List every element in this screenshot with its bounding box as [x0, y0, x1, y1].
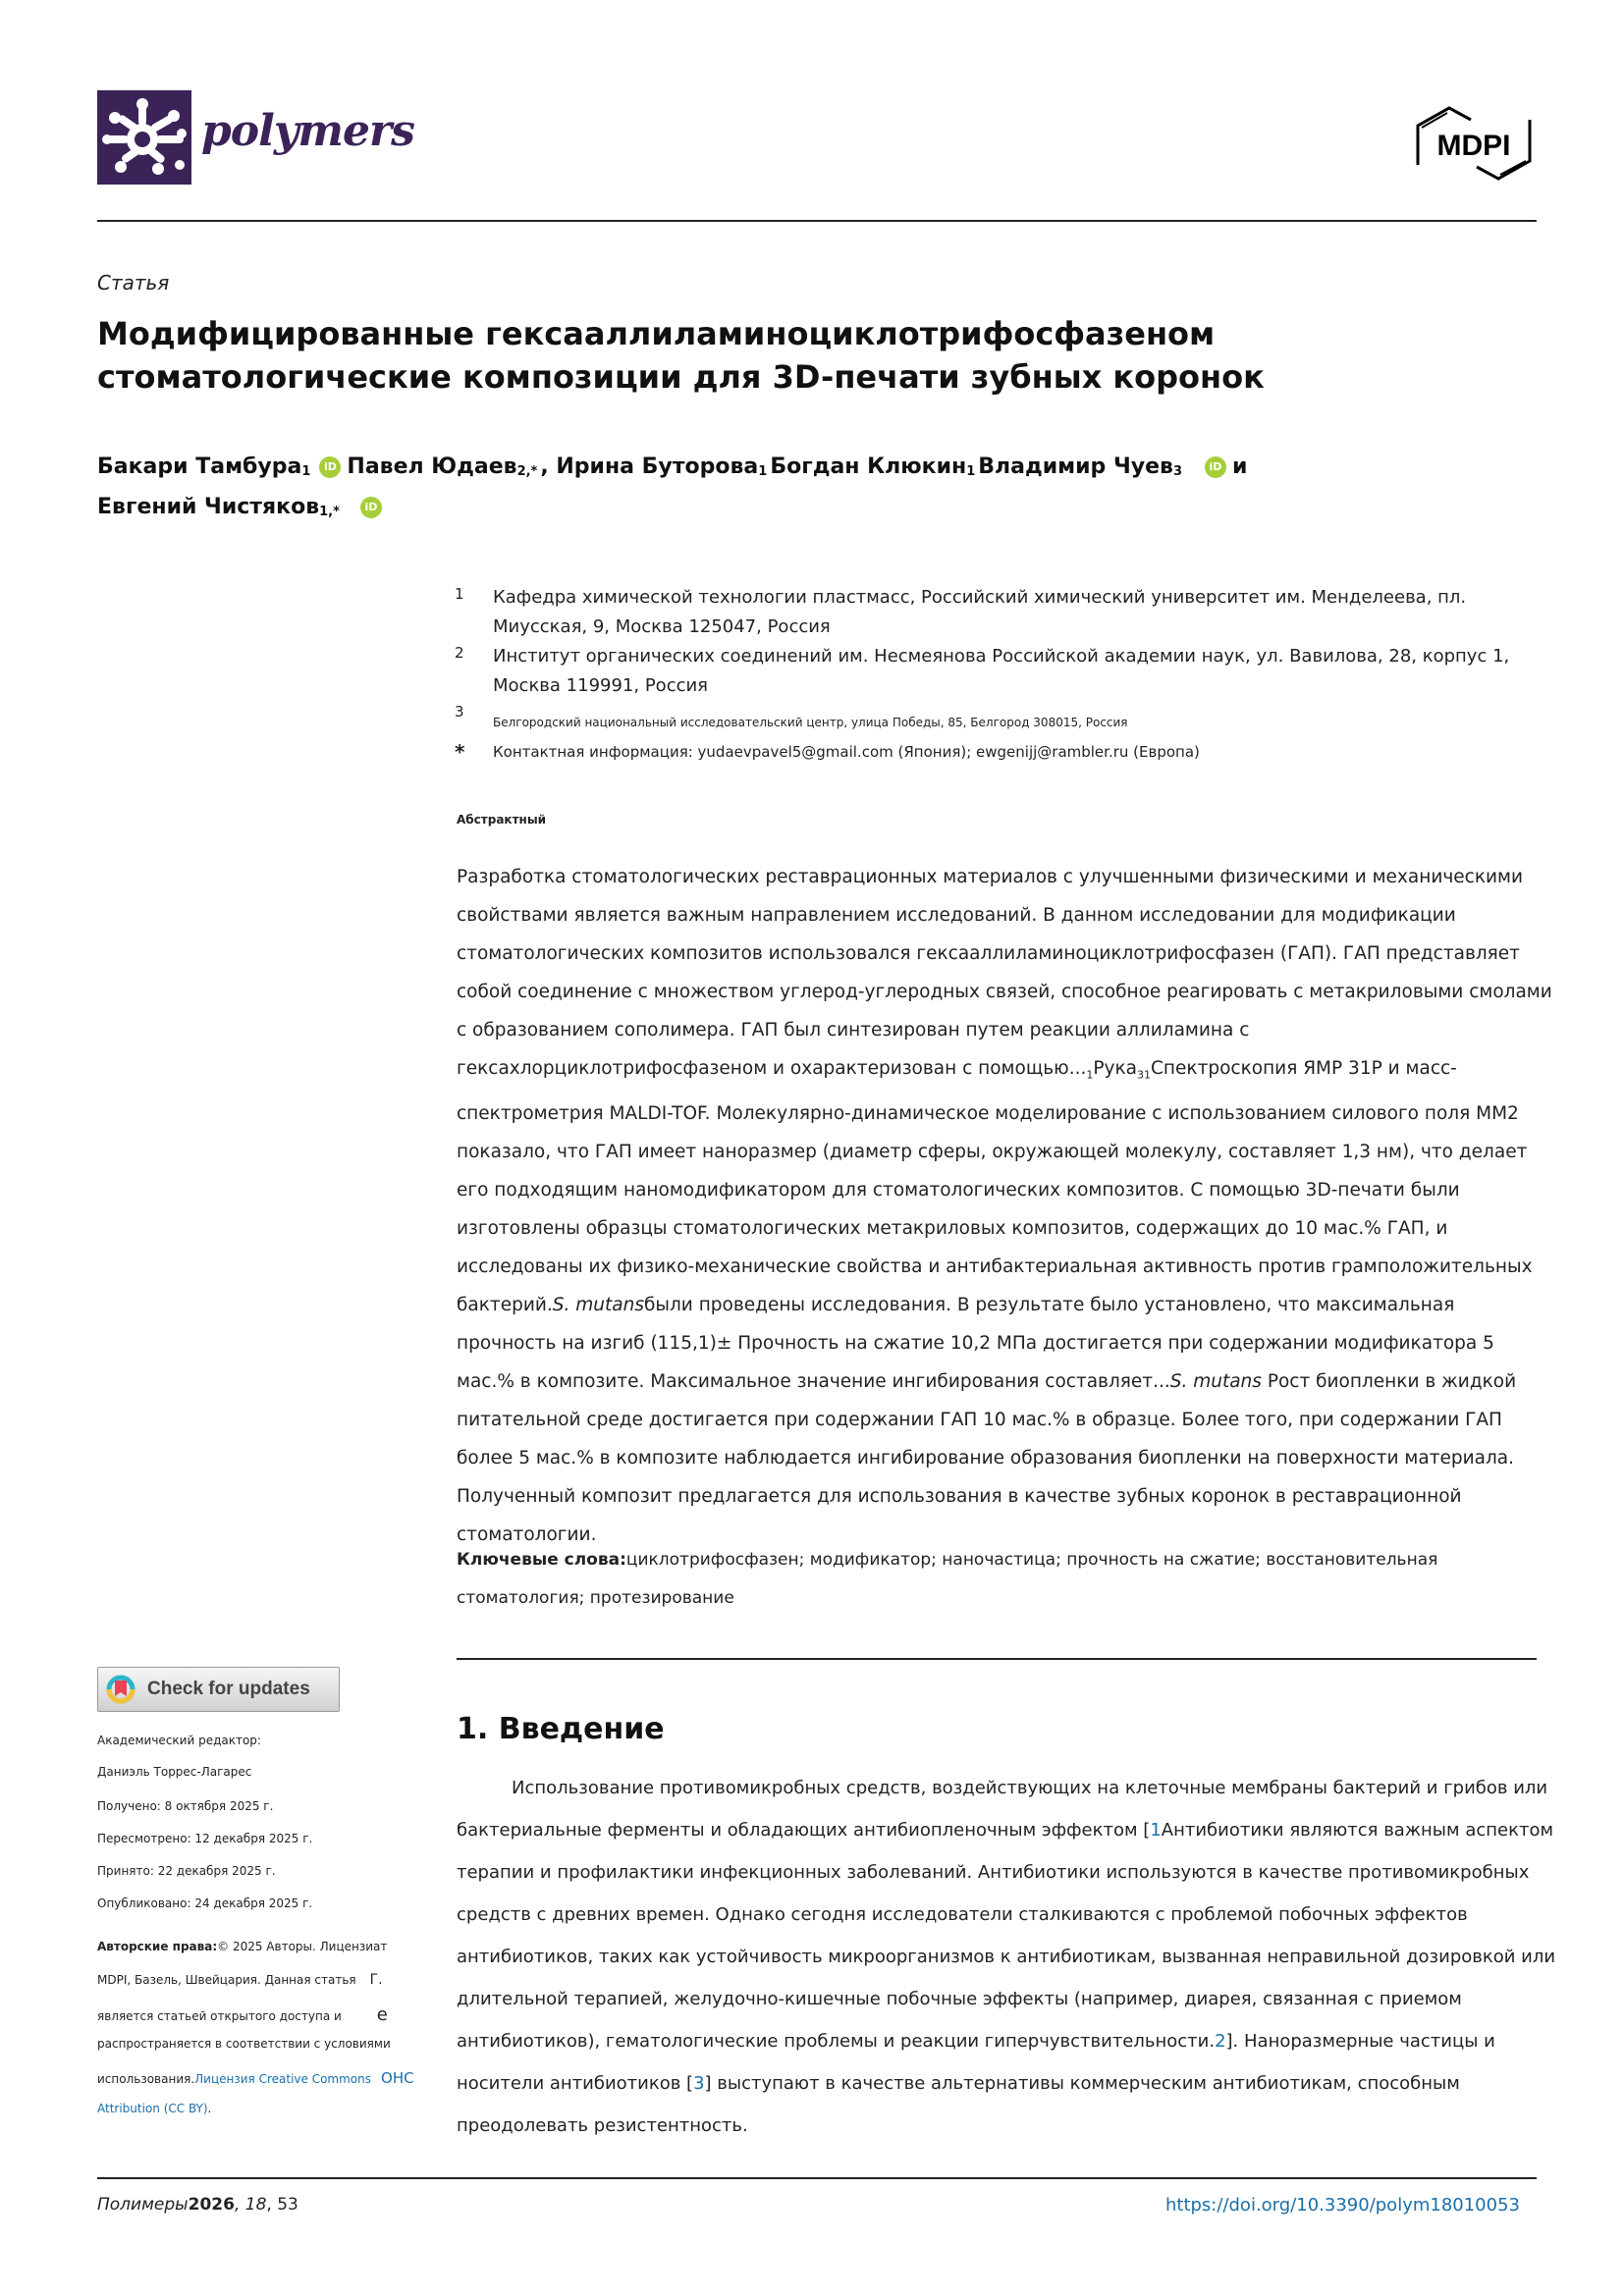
keywords-label: Ключевые слова: [457, 1550, 626, 1570]
footer-journal: Полимеры [97, 2195, 189, 2215]
citation-link[interactable]: 3 [693, 2073, 705, 2094]
citation-link[interactable]: 2 [1215, 2031, 1226, 2052]
affiliation-number: 1 [455, 585, 464, 603]
author-name[interactable]: Богдан Клюкин [770, 454, 967, 479]
mdpi-logo [1410, 104, 1538, 183]
author-affil-sup: 1,* [319, 505, 340, 519]
copyright-stray-glyph: е [376, 2004, 388, 2025]
copyright-line [97, 1940, 421, 1953]
copyright-text: . [207, 2102, 212, 2115]
header-divider [97, 220, 1537, 222]
check-for-updates-label: Check for updates [147, 1679, 310, 1699]
affiliations [452, 583, 1561, 767]
affiliation-item [452, 583, 1561, 642]
author-name[interactable]: Владимир Чуев [978, 454, 1173, 479]
intro-segment: Использование противомикробных средств, воздействующих на клеточные мембраны бактерий и грибов или бактериальные ферменты и обладающих антибиопленочным эффектом [ [457, 1778, 1548, 1841]
abstract-subscript: 31 [1137, 1068, 1151, 1082]
license-link[interactable]: Attribution (CC BY) [97, 2102, 208, 2115]
orcid-icon[interactable]: iD [360, 497, 382, 518]
affiliation-text: Белгородский национальный исследовательский центр, улица Победы, 85, Белгород 308015, Россия [493, 716, 1128, 729]
intro-segment: ]. Наноразмерные частицы и носители антибиотиков [ [457, 2031, 1495, 2094]
affiliation-item [452, 737, 1561, 767]
introduction-paragraph [457, 1767, 1561, 2147]
orcid-icon[interactable]: iD [1205, 456, 1226, 478]
abstract-segment: Рост биопленки в жидкой питательной среде достигается при содержании ГАП 10 мас.% в образце. Более того, при содержании ГАП более 5 мас.% в композите наблюдается ингибирование образования биопленки на поверхности материала. Полученный композит предлагается для использования в качестве зубных коронок в реставрационной стоматологии. [457, 1370, 1517, 1545]
copyright-line: распространяется в соответствии с условиями [97, 2037, 391, 2051]
crossmark-icon [106, 1675, 135, 1704]
orcid-icon[interactable]: iD [319, 456, 341, 478]
check-for-updates-button[interactable] [97, 1667, 340, 1712]
abstract-label: Абстрактный [457, 813, 547, 827]
copyright-text: является статьей открытого доступа и [97, 2009, 342, 2023]
affiliation-number: 2 [455, 644, 464, 662]
species-name: S. mutans [552, 1294, 644, 1315]
article-title [97, 312, 1374, 399]
affiliation-text: Кафедра химической технологии пластмасс, Российский химический университет им. Менделеева, пл. Миусская, 9, Москва 125047, Россия [493, 587, 1467, 637]
copyright-text: MDPI, Базель, Швейцария. Данная статья [97, 1973, 356, 1987]
published-date: Опубликовано: 24 декабря 2025 г. [97, 1896, 313, 1910]
citation-link[interactable]: 1 [1150, 1820, 1162, 1841]
footer-volume: 18 [244, 2195, 267, 2215]
license-stray-glyph: OHC [381, 2069, 414, 2087]
editor-label: Академический редактор: [97, 1734, 261, 1747]
license-link[interactable]: Лицензия Creative Commons [194, 2072, 372, 2086]
correspondence-text[interactable]: Контактная информация: yudaevpavel5@gmail.com (Япония); ewgenijj@rambler.ru (Европа) [493, 743, 1200, 761]
abstract-text [457, 858, 1556, 1554]
received-date: Получено: 8 октября 2025 г. [97, 1799, 274, 1813]
mdpi-logo-text: MDPI [1436, 130, 1511, 162]
author-name[interactable]: Евгений Чистяков [97, 495, 320, 519]
intro-segment: Антибиотики являются важным аспектом терапии и профилактики инфекционных заболеваний. Антибиотики используются в качестве противомикробных средств с древних времен. Однако сегодня исследователи сталкиваются с проблемой побочных эффектов антибиотиков, таких как устойчивость микроорганизмов к антибиотикам, вызванная неправильной дозировкой или длительной терапией, желудочно-кишечные побочные эффекты (например, диарея, связанная с приемом антибиотиков), гематологические проблемы и реакции гиперчувствительности. [457, 1820, 1556, 2052]
author-affil-sup: 1 [966, 464, 976, 479]
copyright-stray-glyph: Г. [369, 1972, 383, 1988]
affiliation-number: 3 [455, 703, 464, 721]
affiliation-number: * [455, 740, 465, 764]
copyright-line [97, 1972, 431, 1988]
copyright-text: © 2025 Авторы. Лицензиат [217, 1940, 388, 1953]
copyright-line [97, 2004, 431, 2025]
accepted-date: Принято: 22 декабря 2025 г. [97, 1864, 276, 1878]
abstract-segment: Разработка стоматологических реставрационных материалов с улучшенными физическими и механическими свойствами является важным направлением исследований. В данном исследовании для модификации стоматологических композитов использовался гексааллиламиноциклотрифосфазен (ГАП). ГАП представляет собой соединение с множеством углерод-углеродных связей, способное реагировать с метакриловыми смолами с образованием сополимера. ГАП был синтезирован путем реакции аллиламина с гексахлорциклотрифосфазеном и охарактеризован с помощью... [457, 867, 1552, 1079]
title-line-1: Модифицированные гексааллиламиноциклотрифосфазеном [97, 315, 1216, 352]
intro-segment: ] выступают в качестве альтернативы коммерческим антибиотикам, способным преодолевать резистентность. [457, 2073, 1460, 2136]
copyright-label: Авторские права: [97, 1940, 218, 1953]
author-affil-sup: 1 [301, 464, 311, 479]
article-type: Статья [97, 271, 170, 294]
footer-year: 2026 [188, 2195, 235, 2215]
copyright-line [97, 2102, 421, 2115]
author-list [97, 450, 1550, 530]
abstract-divider [457, 1658, 1537, 1660]
abstract-subscript: 1 [1086, 1068, 1094, 1082]
copyright-line [97, 2069, 431, 2087]
footer-divider [97, 2177, 1537, 2179]
doi-link[interactable]: https://doi.org/10.3390/polym18010053 [1164, 2195, 1520, 2216]
abstract-segment: были проведены исследования. В результате было установлено, что максимальная прочность на изгиб (115,1)± Прочность на сжатие 10,2 МПа достигается при содержании модификатора 5 мас.% в композите. Максимальное значение ингибирования составляет... [457, 1294, 1494, 1392]
revised-date: Пересмотрено: 12 декабря 2025 г. [97, 1832, 313, 1845]
citation-info: Полимеры2026, 18, 53 [97, 2195, 298, 2215]
author-affil-sup: 1 [758, 464, 768, 479]
author-name[interactable]: Павел Юдаев [347, 454, 517, 479]
journal-logo-icon [97, 90, 191, 185]
journal-name: polymers [201, 106, 414, 156]
keywords [457, 1541, 1556, 1618]
author-name[interactable]: , Ирина Буторова [540, 454, 759, 479]
title-line-2: стоматологические композиции для 3D-печати зубных коронок [97, 358, 1265, 396]
author-name[interactable]: Бакари Тамбура [97, 454, 302, 479]
affiliation-text: Институт органических соединений им. Несмеянова Российской академии наук, ул. Вавилова, 28, корпус 1, Москва 119991, Россия [493, 646, 1510, 696]
affiliation-item [452, 701, 1561, 737]
abstract-segment: Рука [1093, 1058, 1137, 1079]
editor-name: Даниэль Торрес-Лагарес [97, 1765, 252, 1779]
species-name: S. mutans [1169, 1370, 1262, 1392]
authors-conjunction: и [1231, 454, 1248, 479]
author-affil-sup: 2,* [516, 464, 538, 479]
affiliation-item [452, 642, 1561, 701]
abstract-segment: Спектроскопия ЯМР 31P и масс-спектрометрия MALDI-TOF. Молекулярно-динамическое моделирование с использованием силового поля MM2 показало, что ГАП имеет наноразмер (диаметр сферы, окружающей молекулу, составляет 1,3 нм), что делает его подходящим наномодификатором для стоматологических композитов. С помощью 3D-печати были изготовлены образцы стоматологических метакриловых композитов, содержащих до 10 мас.% ГАП, и исследованы их физико-механические свойства и антибактериальная активность против грамположительных бактерий. [457, 1058, 1533, 1315]
footer-article-number: , 53 [266, 2195, 298, 2215]
copyright-text: использования. [97, 2072, 195, 2086]
section-heading: 1. Введение [457, 1712, 665, 1746]
keywords-text: циклотрифосфазен; модификатор; наночастица; прочность на сжатие; восстановительная стоматология; протезирование [457, 1550, 1438, 1608]
author-affil-sup: 3 [1172, 464, 1182, 479]
